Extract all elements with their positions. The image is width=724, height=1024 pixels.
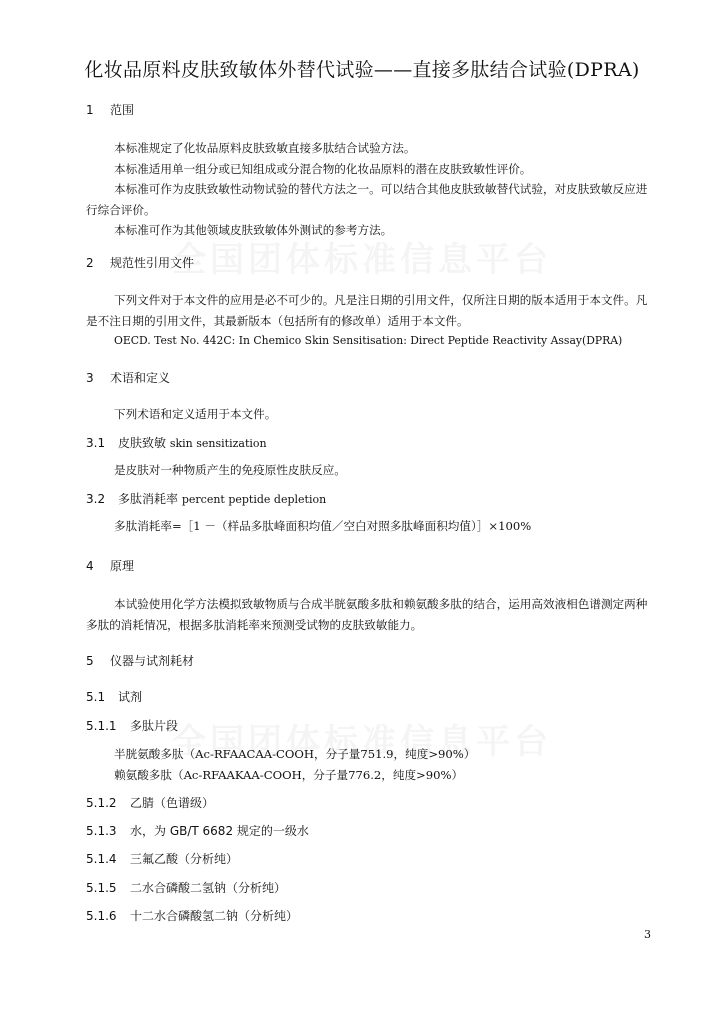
paragraph: 下列文件对于本文件的应用是必不可少的。凡是注日期的引用文件，仅所注日期的版本适用于本文件。凡是不注日期的引用文件，其最新版本（包括所有的修改单）适用于本文件。: [86, 293, 648, 328]
section-title: 范围: [110, 103, 135, 117]
section-3-1-heading: [86, 433, 267, 454]
paragraph: 本标准规定了化妆品原料皮肤致敏直接多肽结合试验方法。: [114, 141, 416, 155]
term-english: percent peptide depletion: [181, 493, 327, 506]
section-5-1-2-heading: [86, 793, 214, 813]
section-1-heading: [86, 100, 134, 120]
term-definition-3-1: [86, 460, 658, 481]
section-number: 3.2: [86, 492, 106, 506]
paragraph: 本标准适用单一组分或已知组成或分混合物的化妆品原料的潜在皮肤致敏性评价。: [114, 161, 532, 176]
section-number: 5: [86, 654, 94, 668]
section-1-body: [86, 138, 658, 241]
section-number: 3.1: [86, 436, 106, 450]
section-title: 试剂: [118, 690, 143, 704]
term-title: 多肽消耗率: [118, 492, 179, 506]
section-title: 多肽片段: [130, 719, 179, 733]
list-item: 半胱氨酸多肽（Ac-RFAACAA-COOH，分子量751.9，纯度>90%）: [114, 747, 476, 761]
section-4-body: [86, 594, 658, 635]
section-title: 规范性引用文件: [110, 256, 195, 270]
paragraph: 是皮肤对一种物质产生的免疫原性皮肤反应。: [114, 463, 346, 477]
section-5-1-6-heading: [86, 906, 298, 926]
section-5-1-1-heading: [86, 716, 178, 736]
paragraph: 下列术语和定义适用于本文件。: [114, 407, 277, 421]
section-title: 术语和定义: [110, 371, 171, 385]
section-2-heading: [86, 253, 194, 273]
section-number: 5.1.4: [86, 852, 117, 866]
section-title: 原理: [110, 559, 135, 573]
list-item: 赖氨酸多肽（Ac-RFAAKAA-COOH，分子量776.2，纯度>90%）: [114, 767, 464, 782]
page-number: 3: [644, 928, 651, 941]
section-5-1-4-heading: [86, 849, 238, 869]
formula: 多肽消耗率=［1 －（样品多肽峰面积均值／空白对照多肽峰面积均值）］×100%: [114, 519, 532, 533]
section-5-1-3-heading: [86, 821, 309, 841]
section-4-heading: [86, 556, 134, 576]
paragraph: 本试验使用化学方法模拟致敏物质与合成半胱氨酸多肽和赖氨酸多肽的结合，运用高效液相色谱测定两种多肽的消耗情况，根据多肽消耗率来预测受试物的皮肤致敏能力。: [86, 597, 648, 632]
section-number: 5.1.5: [86, 881, 117, 895]
section-number: 4: [86, 559, 94, 573]
section-5-1-5-heading: [86, 878, 286, 898]
section-number: 1: [86, 103, 94, 117]
section-number: 5.1.2: [86, 796, 117, 810]
section-title: 十二水合磷酸氢二钠（分析纯）: [130, 909, 299, 923]
section-title: 三氟乙酸（分析纯）: [130, 852, 239, 866]
reference-entry: OECD. Test No. 442C: In Chemico Skin Sensitisation: Direct Peptide Reactivity Assay(DPRA): [114, 334, 623, 347]
peptide-list: [86, 744, 658, 785]
section-number: 5.1.3: [86, 824, 117, 838]
section-3-heading: [86, 368, 170, 388]
section-title: 水，为 GB/T 6682 规定的一级水: [130, 824, 309, 838]
section-number: 5.1: [86, 690, 106, 704]
section-5-1-heading: [86, 687, 142, 707]
document-title: 化妆品原料皮肤致敏体外替代试验——直接多肽结合试验(DPRA): [84, 59, 640, 81]
section-number: 5.1.6: [86, 909, 117, 923]
term-english: skin sensitization: [169, 437, 267, 450]
paragraph: 本标准可作为皮肤致敏性动物试验的替代方法之一。可以结合其他皮肤致敏替代试验，对皮肤致敏反应进行综合评价。: [86, 182, 648, 217]
term-definition-3-2: [86, 516, 658, 537]
section-number: 2: [86, 256, 94, 270]
section-number: 5.1.1: [86, 719, 117, 733]
term-title: 皮肤致敏: [118, 436, 167, 450]
section-number: 3: [86, 371, 94, 385]
section-title: 仪器与试剂耗材: [110, 654, 195, 668]
section-title: 二水合磷酸二氢钠（分析纯）: [130, 881, 287, 895]
section-3-intro: [86, 404, 658, 425]
section-2-body: [86, 290, 658, 352]
section-3-2-heading: [86, 489, 326, 510]
paragraph: 本标准可作为其他领域皮肤致敏体外测试的参考方法。: [114, 223, 393, 237]
section-5-heading: [86, 651, 194, 671]
section-title: 乙腈（色谱级）: [130, 796, 215, 810]
